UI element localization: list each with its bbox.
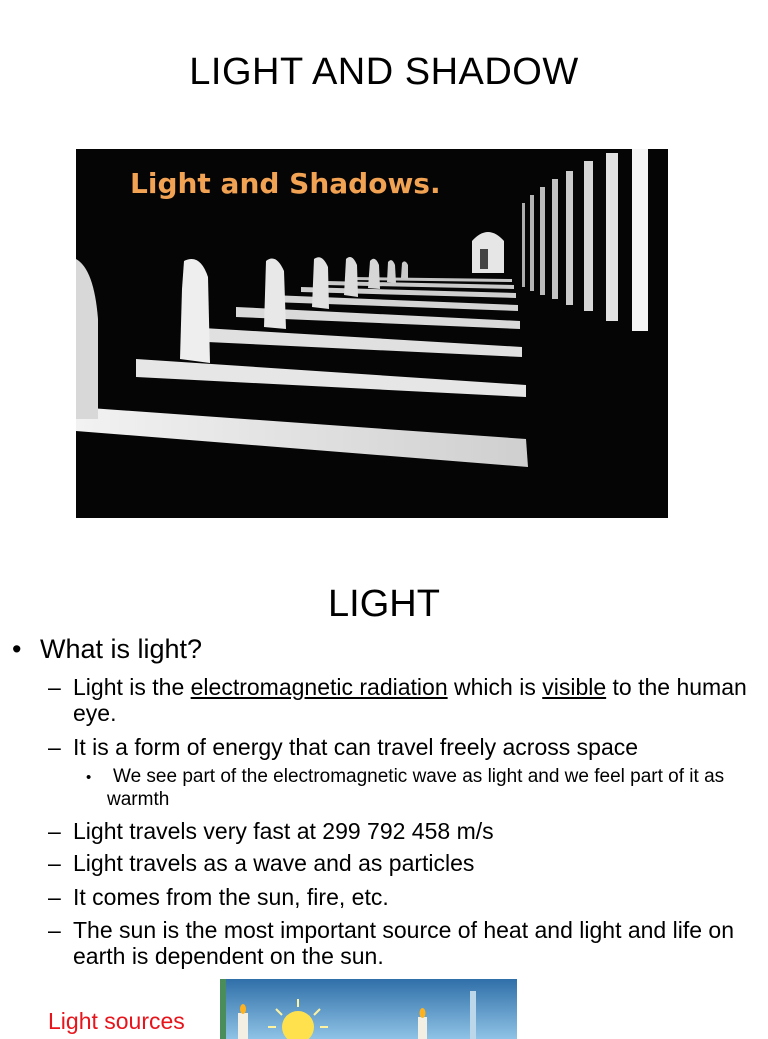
definition-text-middle: which is [447, 674, 543, 700]
sun-text: The sun is the most important source of heat and light and life on earth is dependent on the sun. [73, 917, 734, 969]
visible-link[interactable]: visible [542, 674, 607, 700]
warmth-text: We see part of the electromagnetic wave as light and we feel part of it as warmth [107, 766, 725, 810]
list-item [48, 734, 768, 760]
energy-text: It is a form of energy that can travel freely across space [73, 734, 639, 760]
electromagnetic-radiation-link[interactable]: electromagnetic radiation [190, 674, 448, 700]
list-item [48, 917, 768, 969]
dash-icon: – [48, 850, 61, 876]
dash-icon: – [48, 917, 61, 943]
list-item [48, 818, 768, 844]
bullet-icon: • [12, 634, 22, 664]
candle-icon [238, 1013, 248, 1039]
speed-text: Light travels very fast at 299 792 458 m/s [73, 818, 494, 844]
origin-text: It comes from the sun, fire, etc. [73, 884, 389, 910]
light-sources-label: Light sources [48, 1008, 185, 1034]
definition-text-end: to the human eye. [73, 674, 747, 726]
dash-icon: – [48, 674, 61, 700]
photo-caption: Light and Shadows. [130, 167, 441, 200]
list-item [48, 674, 768, 726]
list-item [48, 850, 768, 876]
bullet-icon: • [86, 769, 92, 786]
dash-icon: – [48, 818, 61, 844]
definition-text: Light is the [73, 674, 191, 700]
list-item [86, 766, 767, 811]
colonnade-photo [76, 149, 668, 518]
light-sources-illustration [220, 979, 517, 1039]
section-title: LIGHT [328, 583, 440, 625]
dash-icon: – [48, 884, 61, 910]
list-item [48, 884, 768, 910]
dash-icon: – [48, 734, 61, 760]
question-text: What is light? [40, 634, 203, 664]
slide-title: LIGHT AND SHADOW [189, 51, 579, 93]
wave-text: Light travels as a wave and as particles [73, 850, 475, 876]
list-item [12, 632, 202, 666]
